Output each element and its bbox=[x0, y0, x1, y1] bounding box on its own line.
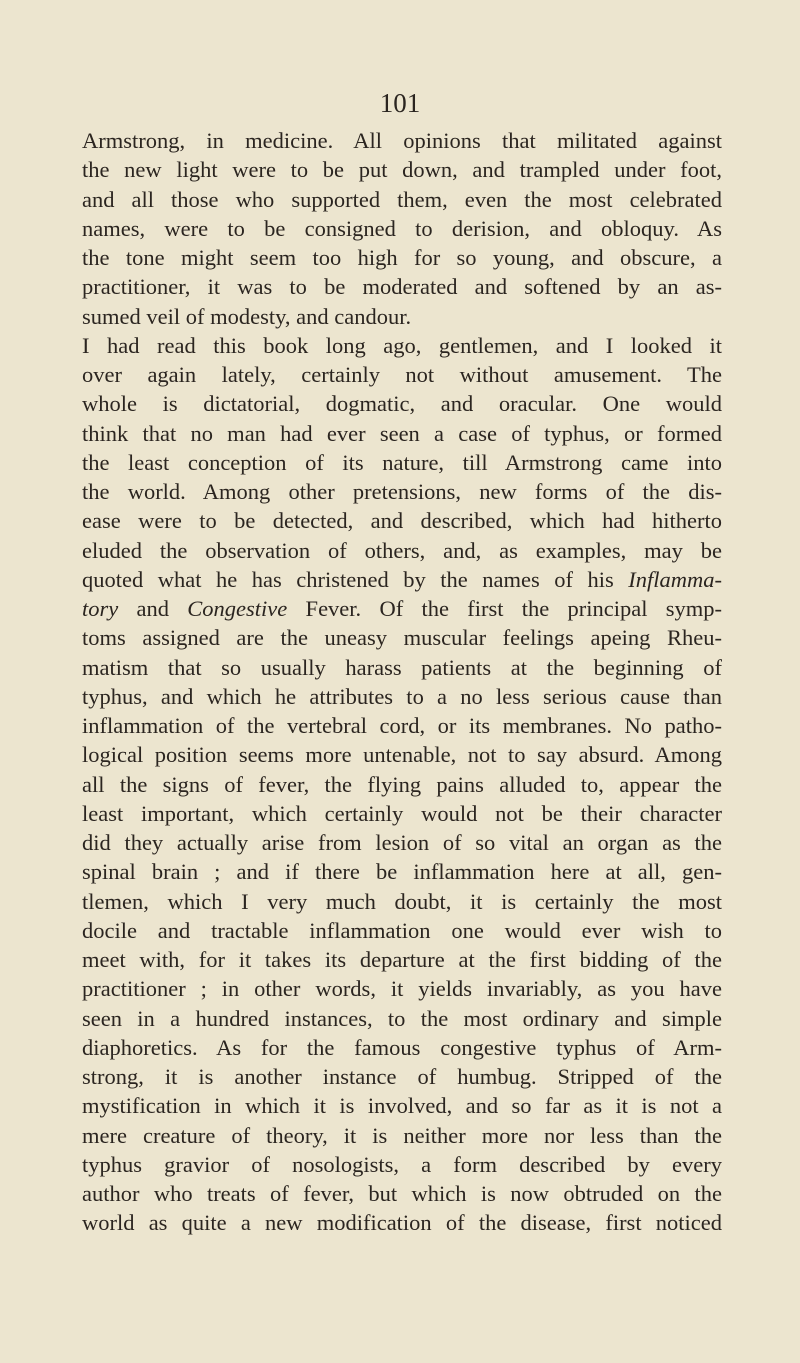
italic-text: Inflamma- bbox=[628, 566, 722, 592]
text-line bbox=[82, 331, 722, 360]
text-line bbox=[82, 389, 722, 418]
text-line bbox=[82, 740, 722, 769]
text-segment: all the signs of fever, the flying pains alluded to, appear the bbox=[82, 771, 722, 797]
text-segment: eluded the observation of others, and, as examples, may be bbox=[82, 537, 722, 563]
text-line bbox=[82, 887, 722, 916]
text-segment: typhus, and which he attributes to a no less serious cause than bbox=[82, 683, 722, 709]
text-line bbox=[82, 857, 722, 886]
text-segment: docile and tractable inflammation one would ever wish to bbox=[82, 917, 722, 943]
text-segment: matism that so usually harass patients at the beginning of bbox=[82, 654, 722, 680]
text-segment: tlemen, which I very much doubt, it is certainly the most bbox=[82, 888, 722, 914]
text-line bbox=[82, 1150, 722, 1179]
text-segment: sumed veil of modesty, and candour. bbox=[82, 303, 412, 329]
text-segment: I had read this book long ago, gentlemen, and I looked it bbox=[82, 332, 722, 358]
text-segment: the least conception of its nature, till Armstrong came into bbox=[82, 449, 722, 475]
text-line bbox=[82, 1208, 722, 1237]
text-segment: and all those who supported them, even the most celebrated bbox=[82, 186, 722, 212]
text-segment: least important, which certainly would not be their character bbox=[82, 800, 722, 826]
text-segment: strong, it is another instance of humbug. Stripped of the bbox=[82, 1064, 722, 1089]
italic-text: tory bbox=[82, 596, 119, 621]
text-line bbox=[82, 565, 722, 594]
text-line bbox=[82, 243, 722, 272]
text-segment: mystification in which it is involved, and so far as it is not a bbox=[82, 1093, 722, 1119]
italic-text: Congestive bbox=[187, 596, 288, 621]
text-line bbox=[82, 185, 722, 214]
text-line bbox=[82, 1091, 722, 1120]
text-segment: Fever. Of the first the principal symp- bbox=[287, 596, 722, 621]
text-line bbox=[82, 974, 722, 1003]
text-segment: quoted what he has christened by the names of his bbox=[82, 566, 629, 592]
text-segment: logical position seems more untenable, not to say absurd. Among bbox=[82, 742, 722, 768]
text-segment: and bbox=[118, 596, 188, 621]
text-line bbox=[82, 799, 722, 828]
text-segment: the tone might seem too high for so young, and obscure, a bbox=[82, 245, 722, 270]
text-segment: whole is dictatorial, dogmatic, and oracular. One would bbox=[82, 391, 722, 417]
text-segment: toms assigned are the uneasy muscular feelings apeing Rheu- bbox=[82, 625, 722, 651]
text-line bbox=[82, 770, 722, 799]
text-line bbox=[82, 682, 722, 711]
text-segment: practitioner ; in other words, it yields invariably, as you have bbox=[82, 976, 722, 1002]
text-segment: inflammation of the vertebral cord, or its membranes. No patho- bbox=[82, 713, 722, 738]
text-line bbox=[82, 653, 722, 682]
text-line bbox=[82, 1033, 722, 1062]
text-line bbox=[82, 419, 722, 448]
text-segment: over again lately, certainly not without amusement. The bbox=[82, 362, 722, 387]
text-line bbox=[82, 594, 722, 623]
text-segment: names, were to be consigned to derision, and obloquy. As bbox=[82, 215, 722, 241]
text-line bbox=[82, 155, 722, 184]
text-line bbox=[82, 1121, 722, 1150]
page-number: 101 bbox=[379, 88, 421, 118]
text-line bbox=[82, 272, 722, 301]
text-line bbox=[82, 477, 722, 506]
text-segment: spinal brain ; and if there be inflammation here at all, gen- bbox=[82, 859, 722, 885]
text-line bbox=[82, 1062, 722, 1091]
text-line bbox=[82, 448, 722, 477]
text-line bbox=[82, 828, 722, 857]
text-line bbox=[82, 916, 722, 945]
text-segment: think that no man had ever seen a case of typhus, or formed bbox=[82, 420, 722, 446]
text-segment: did they actually arise from lesion of so vital an organ as the bbox=[82, 830, 722, 855]
text-segment: mere creature of theory, it is neither more nor less than the bbox=[82, 1122, 722, 1148]
text-segment: the world. Among other pretensions, new forms of the dis- bbox=[82, 479, 722, 504]
text-line bbox=[82, 536, 722, 565]
text-line bbox=[82, 623, 722, 652]
text-line bbox=[82, 360, 722, 389]
text-line bbox=[82, 1004, 722, 1033]
text-segment: meet with, for it takes its departure at the first bidding of the bbox=[82, 947, 722, 972]
text-line bbox=[82, 945, 722, 974]
text-line bbox=[82, 214, 722, 243]
text-line bbox=[82, 506, 722, 535]
text-segment: author who treats of fever, but which is now obtruded on the bbox=[82, 1181, 722, 1206]
body-text bbox=[82, 126, 722, 1238]
text-segment: world as quite a new modification of the disease, first noticed bbox=[82, 1210, 722, 1236]
text-line bbox=[82, 711, 722, 740]
text-segment: diaphoretics. As for the famous congestive typhus of Arm- bbox=[82, 1034, 722, 1060]
text-segment: practitioner, it was to be moderated and softened by an as- bbox=[82, 274, 722, 300]
text-segment: seen in a hundred instances, to the most ordinary and simple bbox=[82, 1005, 722, 1031]
text-segment: typhus gravior of nosologists, a form described by every bbox=[82, 1151, 722, 1177]
text-line bbox=[82, 1179, 722, 1208]
text-line bbox=[82, 126, 722, 155]
text-segment: Armstrong, in medicine. All opinions that militated against bbox=[82, 128, 722, 153]
text-segment: the new light were to be put down, and trampled under foot, bbox=[82, 157, 722, 183]
text-line bbox=[82, 302, 722, 331]
text-segment: ease were to be detected, and described, which had hitherto bbox=[82, 508, 722, 534]
